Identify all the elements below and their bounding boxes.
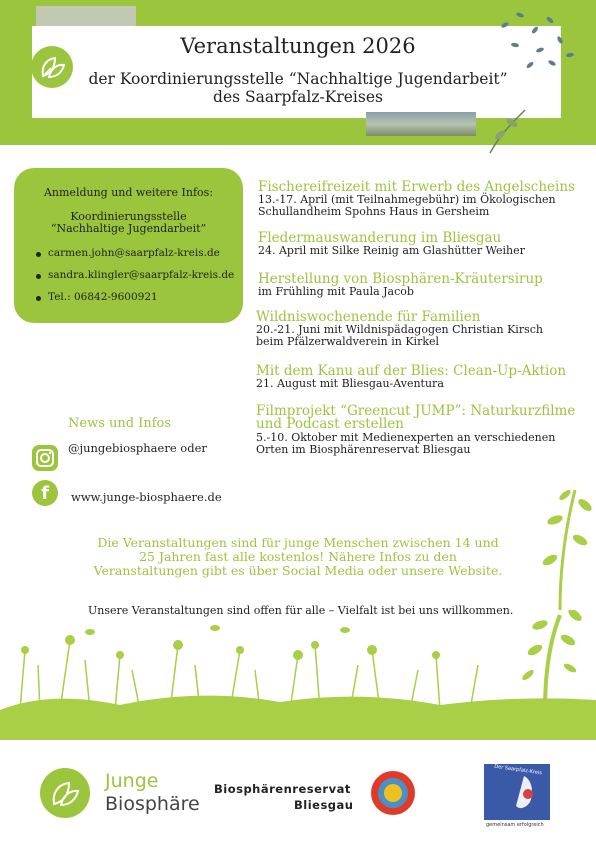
notice-line3: Veranstaltungen gibt es über Social Media oder unsere Website. [93, 563, 503, 578]
junge-biosphaere-logo-icon [40, 768, 90, 818]
meadow-illustration [0, 610, 596, 740]
subtitle-line1: der Koordinierungsstelle “Nachhaltige Jugendarbeit” [88, 70, 508, 88]
event-title: und Podcast erstellen [256, 416, 404, 432]
facebook-icon[interactable]: f [32, 480, 58, 506]
event-desc: 13.-17. April (mit Teilnahmegebühr) im Ökologischen [258, 193, 556, 206]
event-desc: 21. August mit Bliesgau-Aventura [256, 377, 444, 390]
instagram-handle[interactable]: @jungebiosphaere oder [68, 441, 207, 455]
logo3-bottom: gemeinsam erfolgreich [486, 822, 544, 828]
bullet-icon [36, 252, 41, 257]
event-desc: 20.-21. Juni mit Wildnispädagogen Christian Kirsch [256, 323, 543, 336]
tree-crown-decoration [535, 480, 595, 610]
event-title: Mit dem Kanu auf der Blies: Clean-Up-Aktion [256, 363, 567, 379]
event-desc: Orten im Biosphärenreservat Bliesgau [256, 443, 471, 456]
event-desc: Schullandheim Spohns Haus in Gersheim [258, 205, 490, 218]
landscape-photo [366, 112, 476, 136]
notice-line2: 25 Jahren fast alle kostenlos! Nähere Infos zu den [139, 549, 457, 564]
contact-email-2[interactable]: sandra.klingler@saarpfalz-kreis.de [48, 269, 235, 281]
logo2-line2: Bliesgau [294, 798, 354, 812]
contact-phone[interactable]: Tel.: 06842-9600921 [48, 291, 158, 303]
tape-decoration [36, 6, 136, 28]
info-heading: Anmeldung und weitere Infos: [43, 186, 214, 199]
biosphere-reserve-emblem-icon [370, 770, 416, 816]
instagram-icon[interactable] [32, 445, 58, 471]
info-org-line2: “Nachhaltige Jugendarbeit” [50, 222, 207, 235]
bullet-icon [36, 296, 41, 301]
bullet-icon [36, 274, 41, 279]
info-org-line1: Koordinierungsstelle [70, 210, 187, 223]
logo1-line2: Biosphäre [105, 793, 200, 815]
event-desc: 5.-10. Oktober mit Medienexperten an verschiedenen [256, 431, 556, 444]
website-link[interactable]: www.junge-biosphaere.de [71, 490, 222, 504]
openness-statement: Unsere Veranstaltungen sind offen für alle – Vielfalt ist bei uns willkommen. [88, 604, 514, 617]
contact-email-1[interactable]: carmen.john@saarpfalz-kreis.de [48, 247, 220, 259]
notice-line1: Die Veranstaltungen sind für junge Menschen zwischen 14 und [97, 535, 499, 550]
page-title: Veranstaltungen 2026 [180, 34, 416, 58]
event-title: Herstellung von Biosphären-Kräutersirup [258, 271, 543, 287]
logo2-line1: Biosphärenreservat [214, 782, 351, 796]
logo3-top: Der Saarpfalz-Kreis [493, 763, 543, 777]
event-desc: 24. April mit Silke Reinig am Glashütter Weiher [258, 244, 525, 257]
event-title: Fischereifreizeit mit Erwerb des Angelscheins [258, 179, 575, 195]
event-title: Wildniswochenende für Familien [256, 309, 481, 325]
event-desc: im Frühling mit Paula Jacob [258, 285, 414, 298]
event-title: Filmprojekt “Greencut JUMP”: Naturkurzfilme [256, 403, 576, 419]
plant-sketch-decoration [480, 105, 540, 155]
subtitle-line2: des Saarpfalz-Kreises [213, 88, 383, 106]
logo1-line1: Junge [105, 770, 159, 792]
falling-leaves-decoration [490, 5, 590, 105]
event-desc: beim Pfälzerwaldverein in Kirkel [256, 335, 440, 348]
social-heading: News und Infos [68, 416, 172, 431]
event-title: Fledermauswanderung im Bliesgau [258, 230, 502, 246]
